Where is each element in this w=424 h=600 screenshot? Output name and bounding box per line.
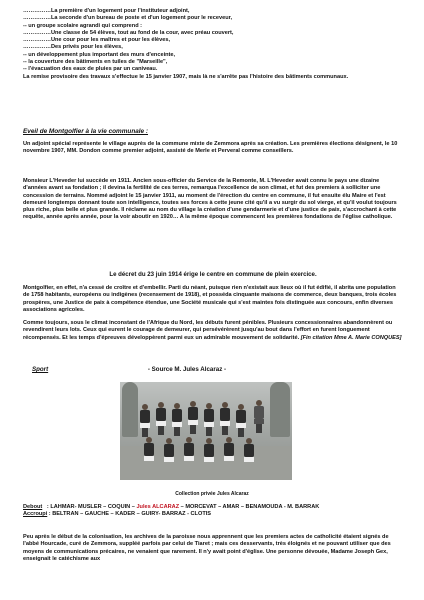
paragraph-climate	[23, 320, 403, 342]
accroupi-names: : BELTRAN – GAUCHE – KADER – GUIRY- BARRAZ - CLOTIS	[47, 511, 212, 518]
team-names	[23, 504, 403, 519]
paragraph-growth: Montgolfier, en effet, n'a cessé de croître et d'embellir. Parti du néant, puisque rien n'existait aux lieux où il fut édifié, il abrita une population de 1758 habitants, européens ou indigènes (recensement de 1918), et posséda cinquante maisons de commerce, deux banques, trois écoles prospères, une Justice de paix à compétence étendue, une Société musicale qui s'est maintes fois distinguée aux concours, enfin diverses associations agricoles.	[23, 285, 397, 313]
debout-row	[23, 504, 403, 511]
team-photo	[120, 382, 292, 480]
list-item: -- un groupe scolaire agrandi qui comprend :	[23, 22, 143, 29]
list-item: ……………La première d'un logement pour l'instituteur adjoint,	[23, 8, 190, 14]
debout-names-b: – MORCEVAT – AMAR – BENAMOUDA - M. BARRAK	[179, 504, 320, 510]
list-item: ……………Une classe de 54 élèves, tout au fond de la cour, avec préau couvert,	[23, 29, 234, 36]
paragraph-church: Peu après le début de la colonisation, les archives de la paroisse nous apprennent que les premiers actes de catholicité étaient signés de l'abbé Hourcade, curé de Zemmora, suppléé parfois par celui de Tiaret ; mais ces desservants, très éloignés et ne pouvant utiliser que des moyens de communications précaires, ne venaient que rarement. Il n'y avait point d'église. Une personne dévouée, Madame Joseph Gex, enseignait le catéchisme aux	[23, 534, 391, 562]
decree-line: Le décret du 23 juin 1914 érige le centre en commune de plein exercice.	[109, 271, 317, 278]
paragraph-adjoint: Un adjoint spécial représente le village auprès de la commune mixte de Zemmora après sa création. Les premières élections désignent, le 10 novembre 1907, MM. Dondon comme premier adjoint, assisté de Merle et Perveral comme conseillers.	[23, 141, 398, 155]
debout-names-a: : LAHMAR- MUSLER – COQUIN –	[42, 504, 137, 510]
list-item: -- la couverture des bâtiments en tuiles de "Marseille",	[23, 59, 168, 66]
works-list	[23, 8, 403, 81]
debout-label: Debout	[23, 504, 43, 510]
photo-credit: Collection privée Jules Alcaraz	[175, 491, 249, 497]
accroupi-row	[23, 511, 403, 518]
section-heading: Eveil de Montgolfier à la vie communale :	[23, 128, 149, 135]
list-item: ……………Une cour pour les maîtres et pour les élèves,	[23, 37, 171, 44]
sport-source: - Source M. Jules Alcaraz -	[147, 366, 227, 373]
citation: [Fin citation Mme A. Marie CONQUES]	[300, 334, 402, 341]
list-item: -- l'évacuation des eaux de pluies par un caniveau.	[23, 66, 158, 73]
highlight-name: Jules ALCARAZ	[136, 504, 180, 510]
sport-caption	[32, 366, 226, 373]
paragraph-lheveder: Monsieur L'Heveder lui succède en 1911. Ancien sous-officier du Service de la Remonte, M. L'Heveder avait connu le pays une dizaine d'années avant sa fondation ; il devina la fertilité de ces terres, remarqua l'excellence de son climat, et fut des premiers à solliciter une concession de terrains. Nommé adjoint le 15 janvier 1911, au moment de l'érection du centre en commune, il fut ensuite élu Maire et l'est demeuré longtemps donnant toute son intelligence, toutes ses forces à cette jeune cité qu'il a vu surgir du sol vierge, et qu'il voulut toujours plus riche, plus belle et plus grande. Il réclame au nom du village la création d'une gendarmerie et d'une justice de paix, s'accrochant à cette requête, année après année, pour la voir aboutir en 1920… A la même époque commencent les premières fondations de l'église catholique.	[23, 178, 397, 221]
sport-label: Sport	[32, 366, 49, 373]
list-item: ……………La seconde d'un bureau de poste et d'un logement pour le receveur,	[23, 15, 233, 22]
works-remark: La remise provisoire des travaux s'effectue le 15 janvier 1907, mais là ne s'arrête pas l'histoire des bâtiments communaux.	[23, 73, 349, 80]
list-item: ……………Des privés pour les élèves,	[23, 44, 123, 51]
climate-text: Comme toujours, sous le climat inconstant de l'Afrique du Nord, les débuts furent pénibles. Plusieurs concessionnaires abandonnèrent ou revendirent leurs lots. Ceux qui eurent le courage de demeurer, qui persévérèrent jusqu'au bout dans l'effort en furent longuement récompensés. Et les temps d'épreuves développèrent parmi eux un admirable mouvement de solidarité.	[23, 320, 393, 341]
list-item: -- un développement plus important des murs d'enceinte,	[23, 51, 176, 58]
accroupi-label: Accroupi	[23, 511, 48, 518]
